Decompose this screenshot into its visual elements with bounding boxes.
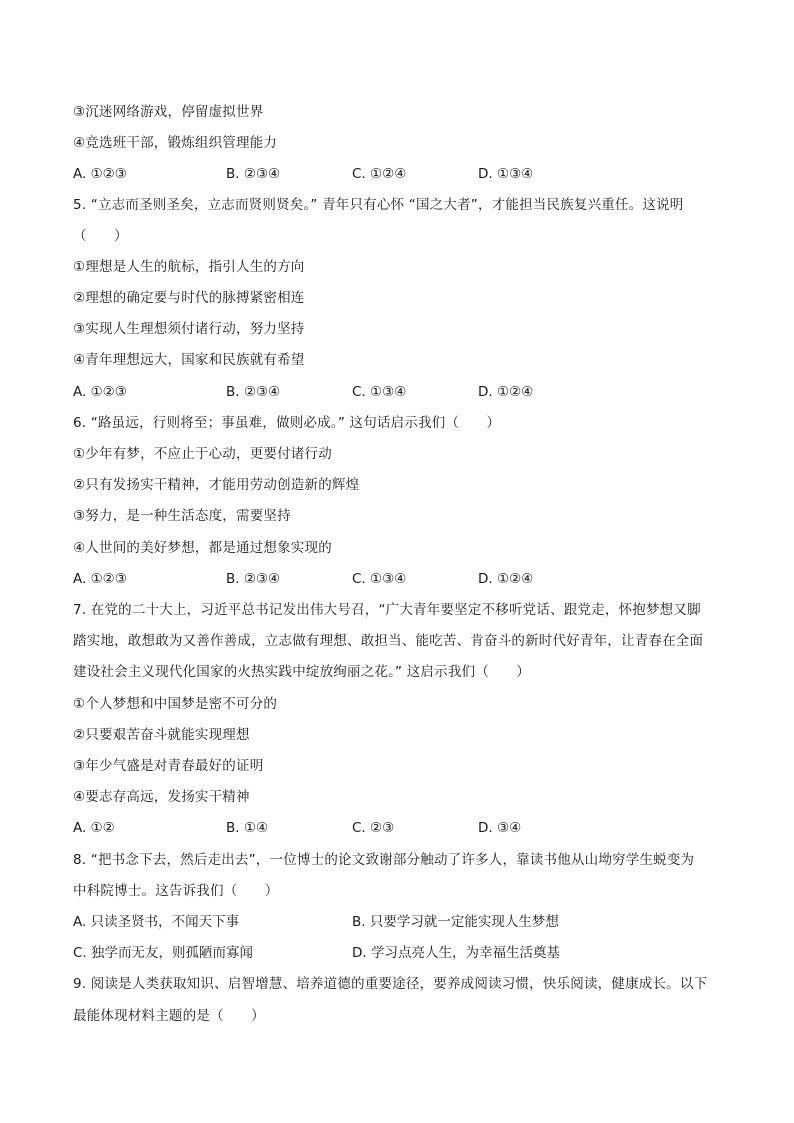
- q4-option-c: C. ①②④: [352, 166, 407, 182]
- q8-option-d: D. 学习点亮人生，为幸福生活奠基: [352, 945, 560, 961]
- q8-option-a: A. 只读圣贤书，不闻天下事: [73, 914, 240, 930]
- q4-option-a: A. ①②③: [73, 166, 127, 182]
- q5-item-4: ④青年理想远大，国家和民族就有希望: [73, 352, 305, 368]
- q5-item-1: ①理想是人生的航标，指引人生的方向: [73, 259, 305, 275]
- q4-option-b: B. ②③④: [226, 166, 281, 182]
- q6-item-4: ④人世间的美好梦想，都是通过想象实现的: [73, 540, 332, 556]
- q7-item-1: ①个人梦想和中国梦是密不可分的: [73, 696, 278, 712]
- q6-item-1: ①少年有梦，不应止于心动，更要付诸行动: [73, 446, 332, 462]
- q4-option-d: D. ①③④: [478, 166, 534, 182]
- q6-stem: 6. “路虽远，行则将至；事虽难，做则必成。” 这句话启示我们（ ）: [73, 415, 501, 431]
- q5-stem: 5. “立志而圣则圣矣，立志而贤则贤矣。” 青年只有心怀 “国之大者”，才能担当民族复兴重任。这说明: [73, 197, 684, 213]
- q8-stem-line-1: 8. “把书念下去，然后走出去”，一位博士的论文致谢部分触动了许多人，靠读书他从山坳穷学生蜕变为: [73, 852, 695, 868]
- q7-option-c: C. ②③: [352, 820, 395, 836]
- q6-option-b: B. ②③④: [226, 571, 281, 587]
- q5-option-c: C. ①③④: [352, 384, 407, 400]
- q8-option-c: C. 独学而无友，则孤陋而寡闻: [73, 945, 254, 961]
- q4-item-3: ③沉迷网络游戏，停留虚拟世界: [73, 104, 264, 120]
- q8-option-b: B. 只要学习就一定能实现人生梦想: [352, 914, 559, 930]
- q4-item-4: ④竞选班干部，锻炼组织管理能力: [73, 135, 278, 151]
- q7-item-3: ③年少气盛是对青春最好的证明: [73, 758, 264, 774]
- q8-stem-line-2: 中科院博士。这告诉我们（ ）: [73, 883, 279, 899]
- q7-item-2: ②只要艰苦奋斗就能实现理想: [73, 727, 250, 743]
- q5-stem-blank: （ ）: [73, 228, 128, 244]
- q7-stem-line-1: 7. 在党的二十大上，习近平总书记发出伟大号召，“广大青年要坚定不移听党话、跟党走，怀抱梦想又脚: [73, 602, 701, 618]
- q5-item-3: ③实现人生理想须付诸行动，努力坚持: [73, 321, 305, 337]
- q6-item-2: ②只有发扬实干精神，才能用劳动创造新的辉煌: [73, 477, 360, 493]
- q6-option-a: A. ①②③: [73, 571, 127, 587]
- q9-stem-line-1: 9. 阅读是人类获取知识、启智增慧、培养道德的重要途径，要养成阅读习惯，快乐阅读，健康成长。以下: [73, 976, 708, 992]
- q6-option-c: C. ①③④: [352, 571, 407, 587]
- q5-item-2: ②理想的确定要与时代的脉搏紧密相连: [73, 290, 305, 306]
- q9-stem-line-2: 最能体现材料主题的是（ ）: [73, 1008, 265, 1024]
- q5-option-b: B. ②③④: [226, 384, 281, 400]
- q5-option-a: A. ①②③: [73, 384, 127, 400]
- q7-item-4: ④要志存高远，发扬实干精神: [73, 789, 250, 805]
- q6-item-3: ③努力，是一种生活态度，需要坚持: [73, 508, 291, 524]
- q7-stem-line-2: 踏实地，敢想敢为又善作善成，立志做有理想、敢担当、能吃苦、肯奋斗的新时代好青年，让青春在全面: [73, 633, 704, 649]
- q5-option-d: D. ①②④: [478, 384, 534, 400]
- q6-option-d: D. ①②④: [478, 571, 534, 587]
- q7-option-d: D. ③④: [478, 820, 522, 836]
- q7-option-a: A. ①②: [73, 820, 115, 836]
- q7-option-b: B. ①④: [226, 820, 269, 836]
- q7-stem-line-3: 建设社会主义现代化国家的火热实践中绽放绚丽之花。” 这启示我们（ ）: [73, 664, 531, 680]
